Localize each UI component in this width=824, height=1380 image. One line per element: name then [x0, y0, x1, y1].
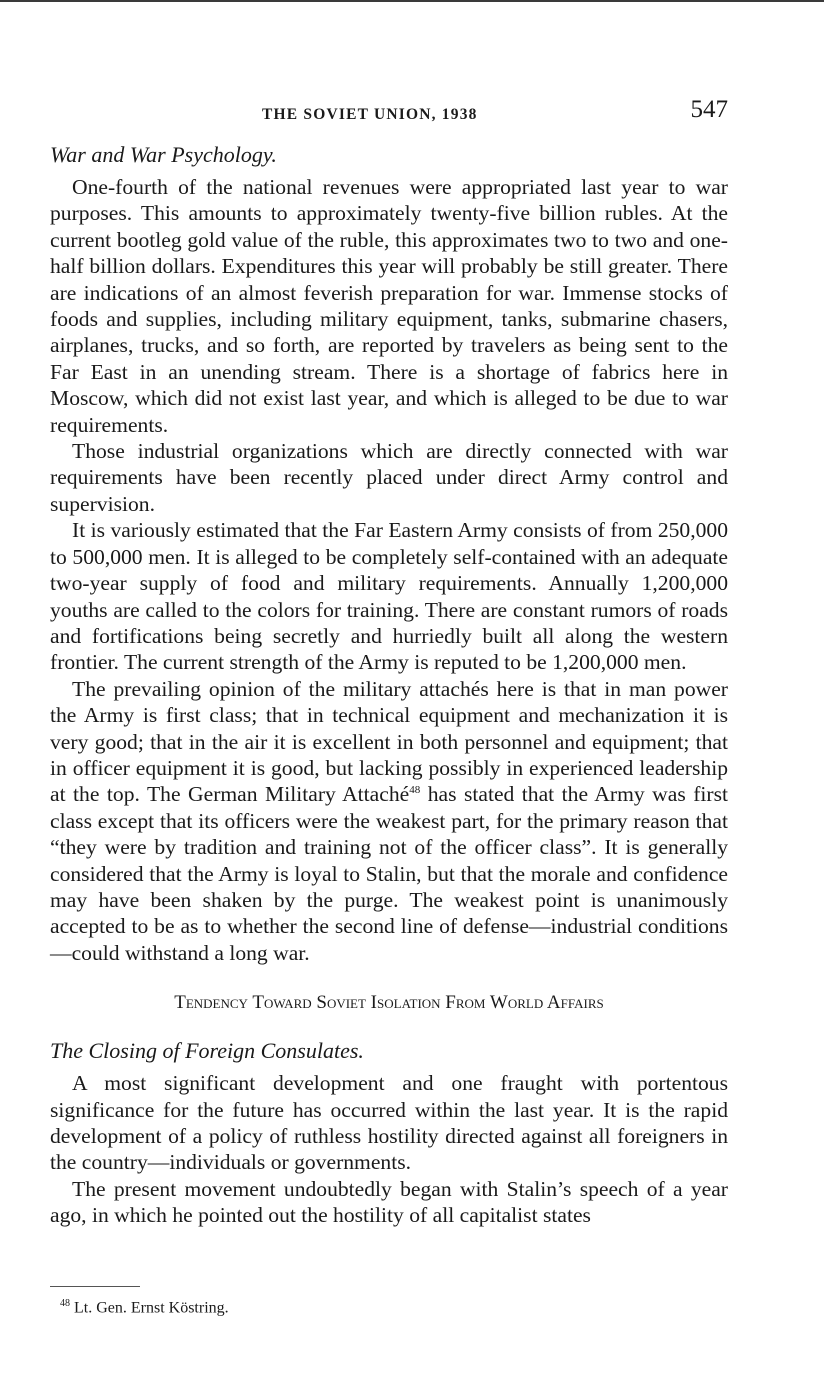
subhead-closing-consulates: The Closing of Foreign Consulates.: [50, 1038, 364, 1064]
attache-text-part-1: The prevailing opinion of the military attachés here is that in man power the Army is first class; that in technical equipment and mechanization it is very good; that in the air it is excellent in both personnel and equipment; that in officer equipment it is good, but lacking possibly in experienced leadership at the top. The German Military Attaché: [50, 676, 728, 807]
paragraph-stalin-speech: The present movement undoubtedly began with Stalin’s speech of a year ago, in which he pointed out the hostility of all capitalist states: [50, 1176, 728, 1228]
footnote-marker: 48: [60, 1298, 70, 1309]
page-number: 547: [690, 96, 728, 123]
paragraph-hostility-policy: A most significant development and one fraught with portentous significance for the future has occurred within the last year. It is the rapid development of a policy of ruthless hostility directed against all foreigners in the country—individuals or governments.: [50, 1071, 728, 1175]
footnote-reference: 48: [409, 784, 421, 797]
footnote-text: Lt. Gen. Ernst Köstring.: [74, 1299, 229, 1317]
section-heading-soviet-isolation: Tendency Toward Soviet Isolation From World Affairs: [174, 992, 604, 1014]
footnote-rule: [50, 1286, 140, 1287]
footnote: [50, 1294, 229, 1318]
paragraph-far-eastern-army: It is variously estimated that the Far Eastern Army consists of from 250,000 to 500,000 men. It is alleged to be completely self-contained with an adequate two-year supply of food and military requirements. Annually 1,200,000 youths are called to the colors for training. There are constant rumors of roads and fortifications being secretly and hurriedly built all along the western frontier. The current strength of the Army is reputed to be 1,200,000 men.: [50, 518, 728, 675]
paragraph-military-attaches: [50, 676, 728, 966]
page-body: [50, 142, 728, 1229]
paragraph-war-revenues: One-fourth of the national revenues were appropriated last year to war purposes. This amounts to approximately twenty-five billion rubles. At the current bootleg gold value of the ruble, this approximates two to two and one-half billion dollars. Expenditures this year will probably be still greater. There are indications of an almost feverish preparation for war. Immense stocks of foods and supplies, including military equipment, tanks, submarine chasers, airplanes, trucks, and so forth, are reported by travelers as being sent to the Far East in an unending stream. There is a shortage of fabrics here in Moscow, which did not exist last year, and which is alleged to be due to war requirements.: [50, 175, 728, 437]
running-head: [50, 94, 728, 130]
attache-text-part-2: has stated that the Army was first class except that its officers were the weakest part, for the primary reason that “they were by tradition and training not of the officer class”. It is generally considered that the Army is loyal to Stalin, but that the morale and confidence may have been shaken by the purge. The weakest point is unanimously accepted to be as to whether the second line of defense—industrial conditions—could withstand a long war.: [50, 782, 728, 965]
paragraph-industrial-organizations: Those industrial organizations which are directly connected with war requirements have been recently placed under direct Army control and supervision.: [50, 439, 728, 516]
subhead-war-psychology: War and War Psychology.: [50, 142, 277, 167]
running-title: THE SOVIET UNION, 1938: [262, 106, 478, 123]
top-edge-rule: [0, 0, 824, 2]
